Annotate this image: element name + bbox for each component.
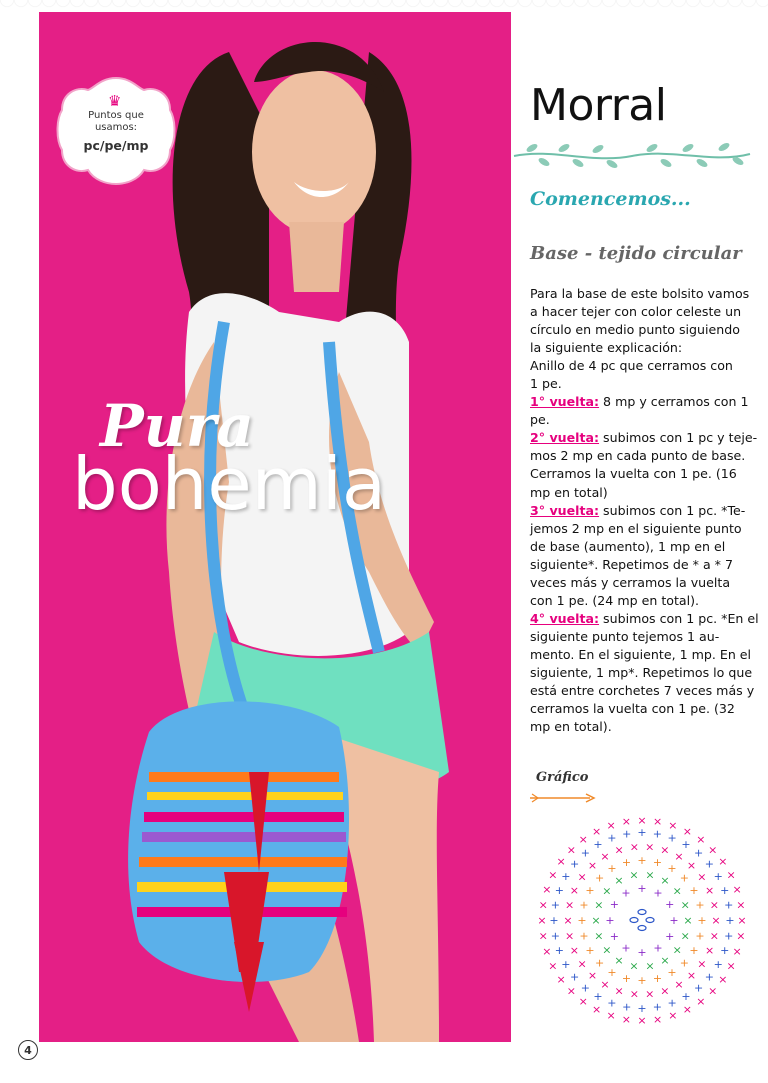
stitch-symbol: + [724,929,734,943]
stitch-symbol: × [569,944,580,958]
stitch-symbol: × [602,884,612,898]
stitch-symbol: × [674,849,684,863]
stitch-symbol: × [708,984,718,998]
stitch-symbol: + [594,871,605,885]
stitch-symbol: + [713,958,723,971]
body-line: siguiente*. Repetimos de * a * 7 [530,556,733,572]
chain-stitch-symbol [646,918,654,923]
stitch-symbol: × [697,870,707,884]
stitch-symbol: + [693,981,704,995]
stitch-symbol: × [542,883,552,897]
round-4-label: 4° vuelta: [530,610,600,626]
stitch-symbol: × [614,874,624,888]
stitch-symbol: × [629,840,639,854]
stitch-symbol: × [542,944,552,958]
chain-stitch-symbol [638,910,646,915]
stitch-symbol: + [681,837,691,851]
stitch-symbol: + [579,929,589,943]
stitch-symbol: + [653,886,663,900]
stitch-symbol: × [718,855,728,869]
body-line: mos 2 mp en cada punto de base. [530,448,746,464]
stitch-symbol: × [672,884,682,898]
round-1-label: 1° vuelta: [530,394,600,410]
stitch-symbol: × [682,1003,693,1017]
stitch-symbol: × [594,929,604,943]
stitch-symbol: × [709,929,720,943]
stitch-symbol: × [594,898,604,912]
stitch-symbol: + [569,970,580,984]
body-line: siguiente, 1 mp*. Repetimos lo que [530,664,753,680]
stitch-symbol: × [660,843,670,857]
stitches-badge [56,74,176,186]
badge-stitches: pc/pe/mp [83,138,149,153]
crown-icon: ♛ [108,92,122,110]
stitch-symbol: + [637,854,647,867]
round-4-line: 4° vuelta: subimos con 1 pc. *En el [530,610,759,626]
stitch-symbol: + [652,827,662,841]
stitch-symbol: × [637,1014,647,1027]
stitch-symbol: × [548,959,558,973]
stitch-symbol: × [697,957,707,971]
stitch-symbol: + [720,883,730,897]
stitch-symbol: + [725,914,735,927]
badge-caption: Puntos que usamos: [88,110,144,133]
stitch-symbol: + [561,870,571,883]
body-line: de base (aumento), 1 mp en el [530,538,726,554]
stitch-symbol: + [652,972,663,985]
stitch-symbol: × [556,972,566,986]
stitch-symbol: × [629,868,639,882]
stitch-symbol: × [566,843,576,857]
stitch-symbol: × [591,824,602,838]
stitch-symbol: × [674,978,684,992]
stitch-symbol: × [718,972,728,986]
stitch-symbol: + [621,886,631,900]
stitch-symbol: + [695,898,705,912]
stitch-symbol: + [653,941,663,955]
stitch-symbol: × [726,868,736,882]
stitch-symbol: × [726,959,736,973]
stitch-symbol: + [621,856,632,869]
stitch-symbol: + [704,970,715,984]
stitch-symbol: + [580,981,591,995]
stitch-symbol: × [652,1012,663,1026]
stitch-symbol: × [566,984,576,998]
stitch-symbol: + [585,884,595,897]
stitch-symbol: + [713,870,723,883]
round-2-label: 2° vuelta: [530,430,600,446]
stitch-symbol: × [683,914,693,927]
stitch-symbol: × [600,978,610,992]
body-line: pe. [530,412,550,428]
stitch-symbol: + [652,1000,662,1014]
stitch-symbol: + [697,914,707,927]
stitch-symbol: + [593,990,603,1004]
round-3-label: 3° vuelta: [530,502,600,518]
article-title: Morral [530,80,667,131]
stitch-symbol: + [652,856,663,869]
stitch-symbol: × [668,1009,678,1023]
round-2-line: 2° vuelta: subimos con 1 pc y teje- [530,430,758,446]
crochet-chart [522,800,762,1040]
body-line: 1 pe. [530,376,562,392]
stitch-symbol: + [594,956,605,970]
stitch-symbol: + [720,944,730,958]
stitch-symbol: × [704,883,715,897]
stitch-symbol: × [732,944,742,958]
body-line: círculo en medio punto siguiendo [530,322,740,338]
stitch-symbol: × [680,929,690,943]
body-line: está entre corchetes 7 veces más y [530,683,755,699]
stitch-symbol: + [550,929,560,943]
stitch-symbol: × [680,898,690,912]
stitch-symbol: × [682,824,693,838]
stitch-symbol: + [679,871,690,885]
stitch-symbol: × [600,849,610,863]
article-body [530,285,758,736]
stitch-symbol: × [556,855,566,869]
stitch-symbol: × [621,1012,632,1026]
stitch-symbol: × [621,815,632,829]
stitch-symbol: + [605,914,615,927]
stitch-symbol: × [629,959,639,973]
stitch-symbol: × [660,953,670,967]
chain-stitch-symbol [630,918,638,923]
stitch-symbol: × [606,818,616,832]
stitch-symbol: + [669,914,679,927]
stitch-symbol: + [607,966,617,979]
stitch-symbol: × [578,994,588,1008]
stitch-symbol: + [577,914,587,927]
stitch-symbol: × [602,943,612,957]
stitch-symbol: × [711,914,721,927]
stitch-symbol: + [607,862,617,875]
vine-divider [512,136,752,176]
stitch-symbol: × [591,914,601,927]
round-1-line: 1° vuelta: 8 mp y cerramos con 1 [530,394,749,410]
stitch-symbol: + [622,827,632,841]
stitch-symbol: + [579,898,589,912]
stitch-symbol: + [609,930,619,943]
stitch-symbol: + [637,882,647,895]
stitch-symbol: + [689,944,699,957]
stitch-symbol: + [569,857,580,871]
stitch-symbol: × [637,814,647,827]
stitch-symbol: × [538,898,548,912]
stitch-symbol: + [561,958,571,971]
stitch-symbol: + [554,883,564,897]
stitch-symbol: + [724,898,734,912]
stitch-symbol: + [621,972,632,985]
stitch-symbol: + [593,837,603,851]
stitch-symbol: × [645,987,655,1001]
stitch-symbol: + [679,956,690,970]
stitch-symbol: × [614,953,624,967]
stitch-symbol: × [563,914,573,927]
stitch-symbol: + [667,862,677,875]
stitch-symbol: + [667,996,677,1010]
stitch-symbol: × [645,959,655,973]
body-line: Para la base de este bolsito vamos [530,286,750,301]
body-line: mento. En el siguiente, 1 mp. En el [530,646,752,662]
stitch-symbol: + [609,898,619,911]
article-subtitle: Comencemos... [530,188,691,210]
stitch-symbol: × [564,898,575,912]
cover-title-bohemia: bohemia [72,442,386,526]
body-line: Anillo de 4 pc que cerramos con [530,358,733,374]
stitch-symbol: × [704,944,715,958]
body-line: veces más y cerramos la vuelta [530,574,731,590]
stitch-symbol: × [686,859,697,872]
stitch-symbol: + [554,944,564,958]
stitch-symbol: × [564,929,575,943]
body-line: con 1 pe. (24 mp en total). [530,592,700,608]
body-line: mp en total) [530,484,608,500]
stitch-symbol: + [689,884,699,897]
stitch-symbol: + [622,1000,632,1014]
stitch-symbol: × [696,833,706,847]
stitch-symbol: + [681,990,691,1004]
stitch-symbol: × [645,840,655,854]
body-line: mp en total). [530,719,612,735]
stitch-symbol: + [607,996,617,1010]
stitch-symbol: × [591,1003,602,1017]
stitch-symbol: × [629,987,639,1001]
stitch-symbol: + [549,914,559,927]
stitch-symbol: × [578,833,588,847]
stitch-symbol: × [577,870,587,884]
stitch-symbol: × [614,984,624,998]
stitch-symbol: × [660,874,670,888]
round-3-line: 3° vuelta: subimos con 1 pc. *Te- [530,502,746,518]
body-line: siguiente punto tejemos 1 au- [530,628,720,644]
stitch-symbol: + [637,974,647,987]
stitch-symbol: × [538,929,548,943]
stitch-symbol: × [737,914,747,927]
stitch-symbol: × [696,994,706,1008]
stitch-symbol: × [548,868,558,882]
stitch-symbol: × [709,898,720,912]
stitch-symbol: × [577,957,587,971]
stitch-symbol: + [695,929,705,943]
stitch-symbol: + [637,1002,647,1015]
body-line: la siguiente explicación: [530,340,683,356]
stitch-symbol: × [587,969,598,982]
stitch-symbol: + [665,930,675,943]
page-number: 4 [18,1040,38,1060]
body-line: a hacer tejer con color celeste un [530,304,742,320]
section-heading: Base - tejido circular [530,243,742,264]
stitch-symbol: × [668,818,678,832]
stitch-symbol: + [704,857,715,871]
stitch-symbol: + [580,846,591,860]
stitch-symbol: + [637,946,647,959]
stitch-symbol: + [637,826,647,839]
stitch-symbol: × [652,815,663,829]
body-line: jemos 2 mp en el siguiente punto [530,520,742,536]
stitch-symbol: × [660,984,670,998]
stitch-symbol: × [732,883,742,897]
stitch-symbol: × [736,898,746,912]
stitch-symbol: × [686,969,697,982]
chain-stitch-symbol [638,926,646,931]
stitch-symbol: × [736,929,746,943]
stitch-symbol: + [667,831,677,845]
stitch-symbol: × [537,914,547,927]
body-line: cerramos la vuelta con 1 pe. (32 [530,701,735,717]
cover-title-pura: Pura [100,392,254,460]
stitch-symbol: × [614,843,624,857]
stitch-symbol: × [606,1009,616,1023]
stitch-symbol: + [667,966,677,979]
body-line: Cerramos la vuelta con 1 pe. (16 [530,466,737,482]
stitch-symbol: × [645,868,655,882]
stitch-symbol: × [708,843,718,857]
stitch-symbol: × [569,883,580,897]
chart-heading: Gráfico [536,770,589,785]
stitch-symbol: + [693,846,704,860]
stitch-symbol: + [550,898,560,912]
stitch-symbol: × [587,859,598,872]
stitch-symbol: + [585,944,595,957]
stitch-symbol: + [607,831,617,845]
stitch-symbol: + [621,941,631,955]
stitch-symbol: × [672,943,682,957]
stitch-symbol: + [665,898,675,911]
